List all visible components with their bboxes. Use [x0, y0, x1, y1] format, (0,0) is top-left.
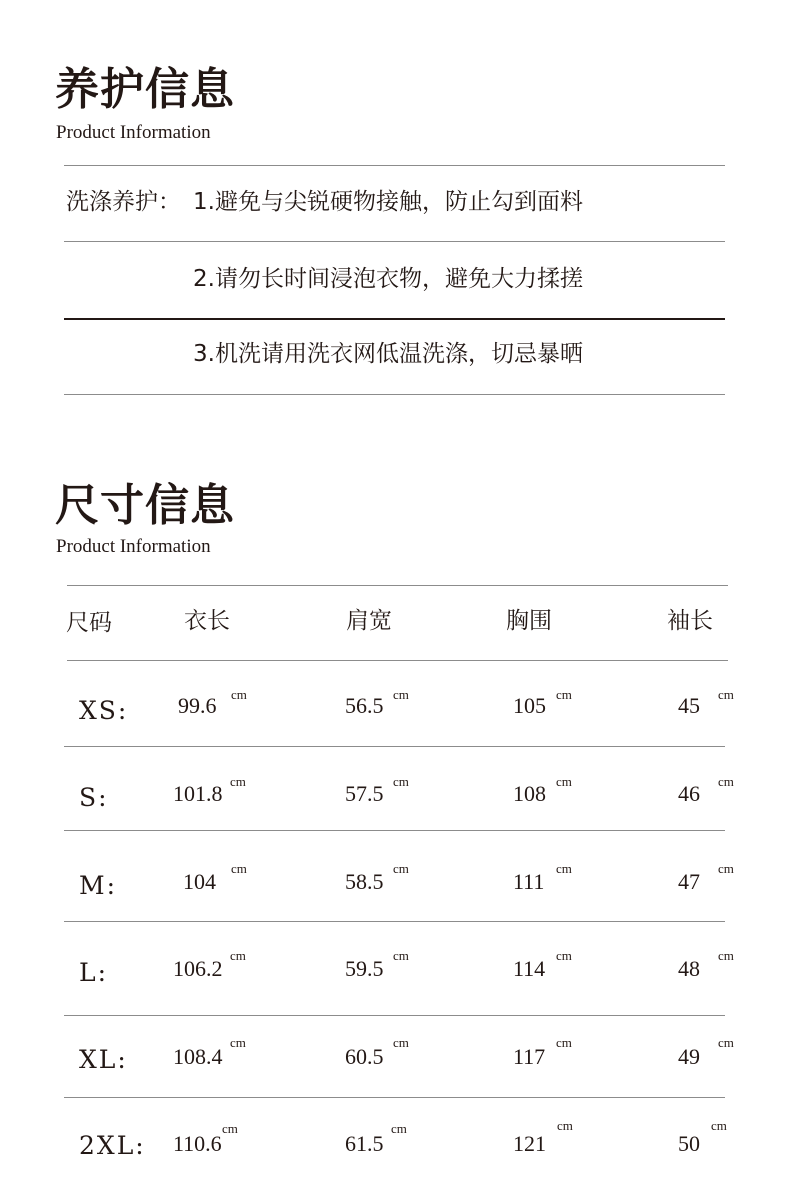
- unit-label: cm: [222, 1121, 238, 1136]
- shoulder-value: 58.5: [345, 869, 384, 894]
- unit-label: cm: [393, 861, 409, 876]
- unit-label: cm: [556, 774, 572, 789]
- size-label: M:: [79, 871, 118, 900]
- unit-label: cm: [231, 861, 247, 876]
- unit-label: cm: [718, 774, 734, 789]
- divider: [67, 585, 728, 586]
- divider: [67, 660, 728, 661]
- unit-label: cm: [556, 948, 572, 963]
- length-value: 108.4: [173, 1044, 223, 1069]
- header-length: 衣长: [184, 608, 230, 634]
- unit-label: cm: [230, 774, 246, 789]
- size-label: XS:: [79, 696, 129, 725]
- divider: [64, 1097, 725, 1098]
- header-chest: 胸围: [506, 608, 552, 634]
- shoulder-value: 60.5: [345, 1044, 384, 1069]
- divider: [64, 394, 725, 395]
- divider: [64, 921, 725, 922]
- care-label: 洗涤养护：: [66, 189, 181, 215]
- length-value: 104: [183, 869, 216, 894]
- sleeve-value: 49: [678, 1044, 700, 1069]
- chest-value: 117: [513, 1044, 546, 1069]
- size-label: 2XL:: [79, 1131, 146, 1160]
- length-value: 106.2: [173, 956, 223, 981]
- size-label: XL:: [79, 1045, 128, 1074]
- divider: [64, 318, 725, 320]
- unit-label: cm: [556, 1035, 572, 1050]
- unit-label: cm: [391, 1121, 407, 1136]
- shoulder-value: 56.5: [345, 693, 384, 718]
- unit-label: cm: [556, 861, 572, 876]
- unit-label: cm: [718, 1035, 734, 1050]
- sleeve-value: 46: [678, 781, 700, 806]
- care-subtitle: Product Information: [56, 122, 211, 143]
- chest-value: 105: [513, 693, 546, 718]
- shoulder-value: 61.5: [345, 1131, 384, 1156]
- size-subtitle: Product Information: [56, 536, 211, 557]
- chest-value: 121: [513, 1131, 546, 1156]
- unit-label: cm: [231, 687, 247, 702]
- sleeve-value: 47: [678, 869, 700, 894]
- divider: [64, 165, 725, 166]
- unit-label: cm: [230, 948, 246, 963]
- unit-label: cm: [393, 1035, 409, 1050]
- care-item-3: 3.机洗请用洗衣网低温洗涤，切忌暴晒: [193, 341, 583, 367]
- shoulder-value: 57.5: [345, 781, 384, 806]
- unit-label: cm: [556, 687, 572, 702]
- sleeve-value: 45: [678, 693, 700, 718]
- length-value: 110.6: [173, 1131, 222, 1156]
- sleeve-value: 48: [678, 956, 700, 981]
- divider: [64, 746, 725, 747]
- header-sleeve: 袖长: [667, 608, 713, 634]
- size-title: 尺寸信息: [55, 480, 235, 531]
- sleeve-value: 50: [678, 1131, 700, 1156]
- shoulder-value: 59.5: [345, 956, 384, 981]
- length-value: 101.8: [173, 781, 223, 806]
- unit-label: cm: [718, 687, 734, 702]
- unit-label: cm: [393, 774, 409, 789]
- unit-label: cm: [393, 687, 409, 702]
- divider: [64, 830, 725, 831]
- unit-label: cm: [711, 1118, 727, 1133]
- size-label: L:: [79, 958, 109, 987]
- care-title: 养护信息: [55, 64, 235, 115]
- divider: [64, 1015, 725, 1016]
- unit-label: cm: [393, 948, 409, 963]
- chest-value: 111: [513, 869, 545, 894]
- header-size: 尺码: [66, 610, 112, 636]
- divider: [64, 241, 725, 242]
- unit-label: cm: [230, 1035, 246, 1050]
- unit-label: cm: [557, 1118, 573, 1133]
- size-label: S:: [79, 783, 109, 812]
- unit-label: cm: [718, 948, 734, 963]
- care-item-2: 2.请勿长时间浸泡衣物，避免大力揉搓: [193, 266, 583, 292]
- chest-value: 108: [513, 781, 546, 806]
- header-shoulder: 肩宽: [346, 608, 392, 634]
- length-value: 99.6: [178, 693, 217, 718]
- chest-value: 114: [513, 956, 546, 981]
- unit-label: cm: [718, 861, 734, 876]
- care-item-1: 1.避免与尖锐硬物接触，防止勾到面料: [193, 189, 583, 215]
